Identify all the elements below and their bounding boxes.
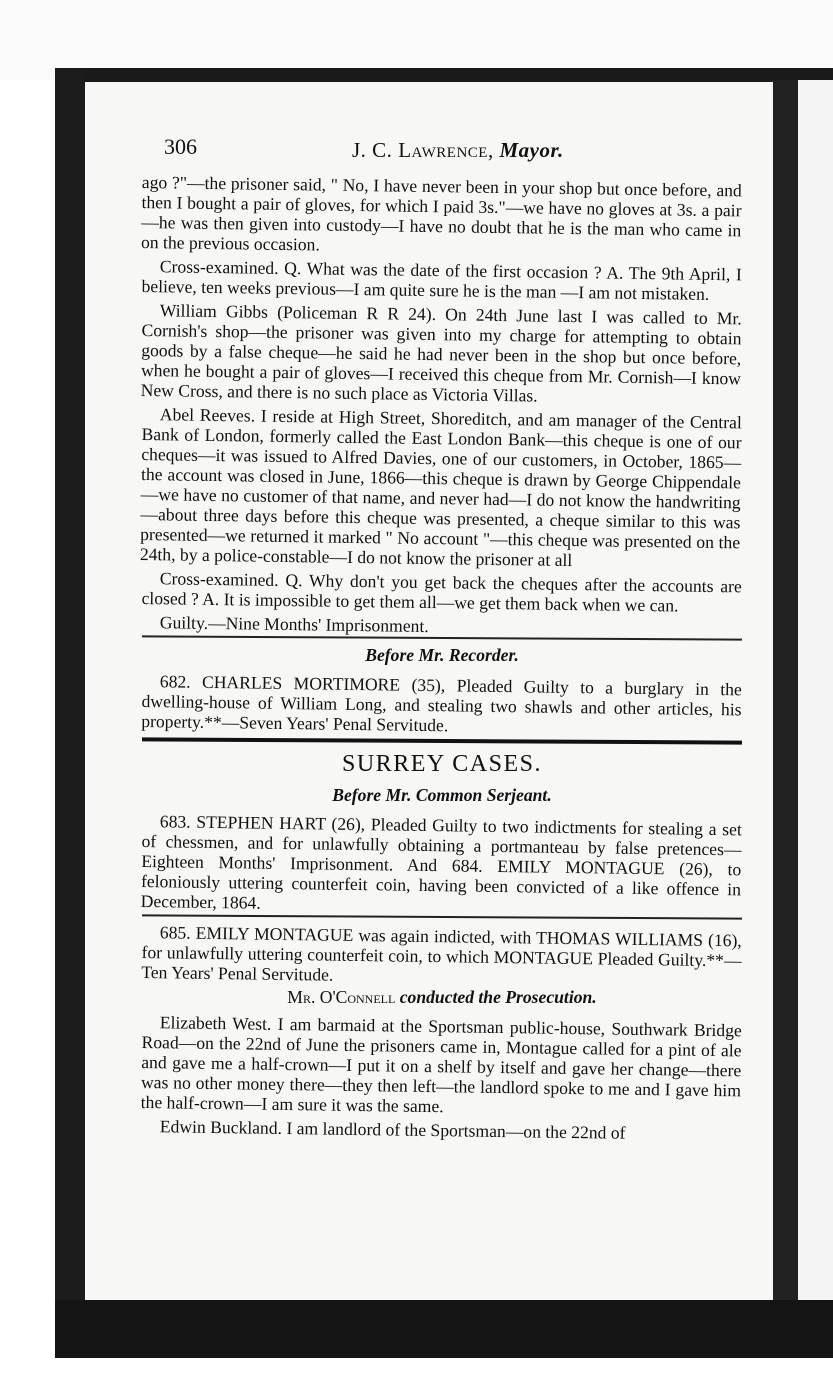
prosecution-text: conducted the Prosecution. — [395, 987, 597, 1007]
paragraph-abel-reeves: Abel Reeves. I reside at High Street, Shoreditch, and am manager of the Central Bank of London, formerly called the East London Bank—this cheque is one of our cheques—it was issued to Alfred Davies, one of our customers, in October, 1865—the account was closed in June, 1866—this cheque is drawn by George Chippendale—we have no customer of that name, and never had—I do not know the handwriting—about three days before this cheque was presented, a cheque similar to this was presented—we returned it marked " No account "—this cheque was presented on the 24th, by a police-constable—I do not know the prisoner at all — [139, 404, 742, 571]
section-rule-thick — [142, 737, 742, 744]
running-title-name: Lawrence — [398, 138, 488, 162]
book-edge-bottom — [55, 1300, 833, 1358]
prosecution-counsel: Mr. O'Connell — [287, 987, 396, 1007]
before-common-serjeant-heading: Before Mr. Common Serjeant. — [332, 785, 552, 805]
paragraph-cross-examination-1: Cross-examined. Q. What was the date of the first occasion ? A. The 9th April, I believe, ten weeks previous—I am quite sure he is the man —I am not mistaken. — [141, 256, 742, 304]
book-edge-right — [770, 80, 798, 1305]
running-title-office: Mayor. — [499, 138, 564, 162]
running-title — [352, 138, 564, 163]
paragraph-edwin-buckland: Edwin Buckland. I am landlord of the Sportsman—on the 22nd of — [159, 1116, 626, 1143]
book-page — [85, 82, 773, 1300]
paragraph-elizabeth-west: Elizabeth West. I am barmaid at the Sportsman public-house, Southwark Bridge Road—on the 22nd of June the prisoners came in, Montague called for a pint of ale and gave me a half-crown—I put it on a shelf by itself and gave her change—there was no other money there—they then left—the landlord spoke to me and I gave him the half-crown—I am sure it was the same. — [140, 1012, 742, 1117]
paragraph-cross-examination-2: Cross-examined. Q. Why don't you get back the cheques after the accounts are closed ? A. It is impossible to get them all—we get them back when we can. — [141, 568, 742, 616]
page-text-block — [139, 132, 742, 1143]
paragraph-testimony-continued: ago ?"—the prisoner said, " No, I have never been in your shop but once before, and then I bought a pair of gloves, for which I paid 3s."—we have no gloves at 3s. a pair—he was then given into custody—I have no doubt that he is the man who came in on the previous occasion. — [140, 172, 742, 255]
page-number: 306 — [164, 134, 197, 159]
section-heading: SURREY CASES. — [342, 751, 542, 777]
case-685: 685. EMILY MONTAGUE was again indicted, with THOMAS WILLIAMS (16), for unlawfully uttering counterfeit coin, to which MONTAGUE Pleaded Guilty.**—Ten Years' Penal Servitude. — [141, 922, 742, 985]
facing-page-strip — [798, 80, 833, 1305]
book-edge-left — [55, 68, 85, 1358]
case-682: 682. CHARLES MORTIMORE (35), Pleaded Guilty to a burglary in the dwelling-house of William Long, and stealing two shawls and other articles, his property.**—Seven Years' Penal Servitude. — [141, 671, 742, 736]
case-683-684: 683. STEPHEN HART (26), Pleaded Guilty to two indictments for stealing a set of chessmen, and for unlawfully obtaining a portmanteau by false pretences—Eighteen Months' Imprisonment. And 684. EMILY MONTAGUE (26), to feloniously uttering counterfeit coin, having been convicted of a like offence in December, 1864. — [140, 811, 742, 913]
before-recorder-heading: Before Mr. Recorder. — [365, 645, 519, 665]
prosecution-line — [142, 986, 742, 1008]
running-header — [142, 132, 742, 172]
paragraph-william-gibbs: William Gibbs (Policeman R R 24). On 24th June last I was called to Mr. Cornish's shop—the prisoner was given into my charge for attempting to obtain goods by a false cheque—he said he had never been in the shop but once before, when he bought a pair of gloves—I received this cheque from Mr. Cornish—I know New Cross, and there is no such place as Victoria Villas. — [140, 300, 742, 406]
running-title-suffix: , — [487, 138, 500, 162]
paragraph-verdict: Guilty.—Nine Months' Imprisonment. — [159, 612, 429, 637]
running-title-prefix: J. C. — [352, 138, 399, 162]
